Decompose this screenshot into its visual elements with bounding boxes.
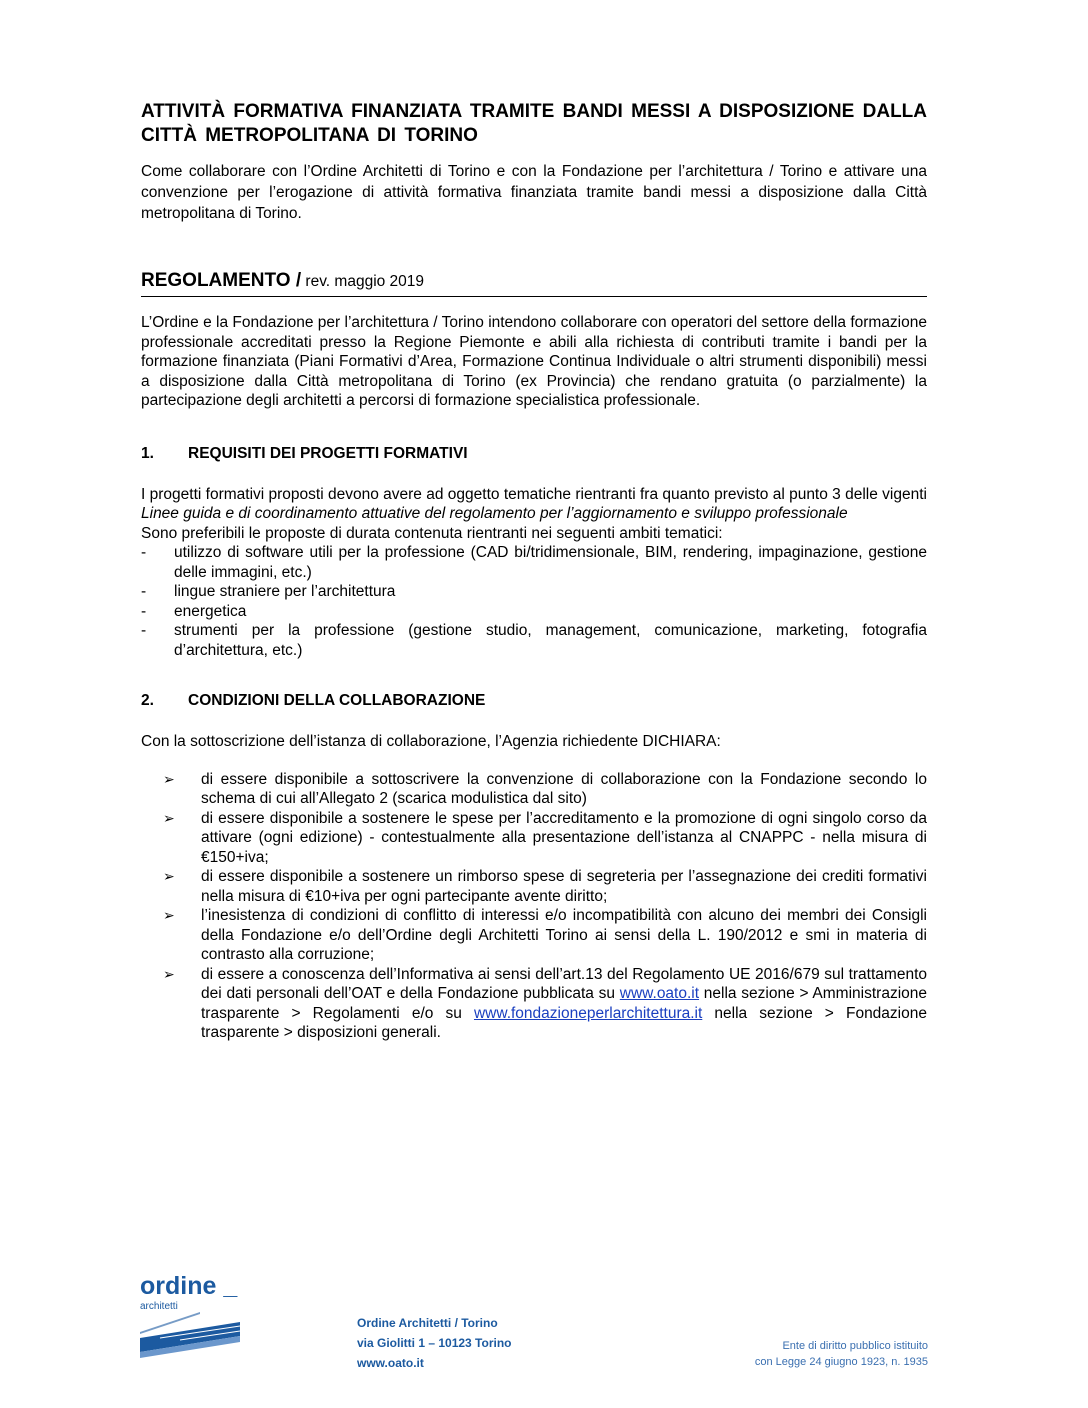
document-title: ATTIVITÀ FORMATIVA FINANZIATA TRAMITE BANDI MESSI A DISPOSIZIONE DALLA CITTÀ METROPOLITANA DI TORINO (141, 101, 927, 146)
regolamento-heading (141, 270, 927, 297)
list-item: - strumenti per la professione (gestione studio, management, comunicazione, marketing, fotografia d’architettura, etc.) (141, 622, 927, 659)
list-item: ➢ l’inesistenza di condizioni di conflitto di interessi e/o incompatibilità con alcuno dei membri dei Consigli della Fondazione e/o dell’Ordine degli Architetti Torino ai sensi della L. 190/2012 e smi in materia di contrasto alla corruzione; (163, 907, 927, 963)
list-item: ➢ di essere disponibile a sottoscrivere la convenzione di collaborazione con la Fondazione secondo lo schema di cui all’Allegato 2 (scarica modulistica dal sito) (163, 770, 927, 807)
dash-bullet: - (141, 602, 147, 620)
section-1-list (141, 543, 927, 660)
address-line-3: www.oato.it (357, 1356, 424, 1370)
logo-mark-icon (140, 1312, 240, 1360)
arrow-bullet-icon: ➢ (163, 965, 175, 982)
dash-bullet: - (141, 544, 147, 561)
regolamento-label: REGOLAMENTO / (141, 270, 302, 291)
section-2-number: 2. (141, 692, 154, 709)
section-1-p1-text: I progetti formativi proposti devono avere ad oggetto tematiche rientranti fra quanto previsto al punto 3 delle vigenti (141, 485, 927, 503)
intro-paragraph: Come collaborare con l’Ordine Architetti di Torino e con la Fondazione per l’architettura / Torino e attivare una convenzione per l’erogazione di attività formativa finanziata tramite bandi messi a disposizione dalla Città metropolitana di Torino. (141, 163, 927, 222)
regolamento-body: L’Ordine e la Fondazione per l’architettura / Torino intendono collaborare con operatori del settore della formazione professionale accreditati presso la Regione Piemonte e abili alla richiesta di contributi tramite i bandi per la formazione finanziata (Piani Formativi d’Area, Formazione Continua Individuale o altri strumenti disponibili) messi a disposizione dalla Città metropolitana di Torino (ex Provincia) che rendano gratuita (o parzialmente) la partecipazione degli architetti a percorsi di formazione specialistica professionale. (141, 314, 927, 409)
list-item: - lingue straniere per l’architettura (141, 583, 396, 600)
section-1-title (141, 445, 927, 463)
section-2-heading: CONDIZIONI DELLA COLLABORAZIONE (188, 692, 486, 709)
section-2-title (141, 692, 927, 710)
section-1-heading: REQUISITI DEI PROGETTI FORMATIVI (188, 444, 468, 462)
list-item: ➢ di essere disponibile a sostenere le spese per l’accreditamento e la promozione di ogni singolo corso da attivare (ogni edizione) - contestualmente alla presentazione dell’istanza al CNAPPC - nella misura di €150+iva; (163, 809, 927, 866)
list-item: - energetica (141, 602, 247, 620)
section-1-number: 1. (141, 444, 154, 462)
section-1-paragraph-1 (141, 485, 927, 524)
footer-address (357, 1313, 512, 1373)
dash-bullet: - (141, 583, 147, 600)
legal-line-2: con Legge 24 giugno 1923, n. 1935 (754, 1356, 928, 1368)
section-1-paragraph-2: Sono preferibili le proposte di durata contenuta rientranti nei seguenti ambiti tematici: (141, 524, 723, 542)
document-content (141, 100, 927, 1043)
list-item: - utilizzo di software utili per la professione (CAD bi/tridimensionale, BIM, rendering, impaginazione, gestione delle immagini, etc.) (141, 544, 927, 581)
oato-link[interactable]: www.oato.it (619, 985, 700, 1002)
dash-bullet: - (141, 622, 147, 639)
logo-dash: _ (223, 1272, 238, 1300)
address-line-1: Ordine Architetti / Torino (357, 1316, 498, 1330)
arrow-bullet-icon: ➢ (163, 907, 175, 923)
arrow-bullet-icon: ➢ (163, 770, 175, 787)
section-2-list (141, 770, 927, 1043)
list-item: ➢ di essere a conoscenza dell’Informativa ai sensi dell’art.13 del Regolamento UE 2016/679 sul trattamento dei dati personali dell’OAT e della Fondazione pubblicata su www.oato.it nella sezione > Amministrazione trasparente > Regolamenti e/o su www.fondazioneperlarchitettura.it nella sezione > Fondazione trasparente > disposizioni generali. (163, 965, 927, 1041)
section-2-intro: Con la sottoscrizione dell’istanza di collaborazione, l’Agenzia richiedente DICHIARA: (141, 733, 721, 750)
ordine-architetti-logo (140, 1272, 250, 1365)
arrow-bullet-icon: ➢ (163, 868, 175, 884)
logo-subtitle: architetti (140, 1301, 178, 1312)
list-item: ➢ di essere disponibile a sostenere un rimborso spese di segreteria per l’assegnazione dei crediti formativi nella misura di €10+iva per ogni partecipante avente diritto; (163, 868, 927, 905)
fondazione-link[interactable]: www.fondazioneperlarchitettura.it (473, 1004, 703, 1022)
arrow-bullet-icon: ➢ (163, 809, 175, 826)
footer-legal-note (755, 1338, 928, 1370)
section-1-p1-italic: Linee guida e di coordinamento attuative del regolamento per l’aggiornamento e sviluppo professionale (141, 505, 848, 522)
legal-line-1: Ente di diritto pubblico istituito (782, 1340, 928, 1352)
address-line-2: via Giolitti 1 – 10123 Torino (357, 1336, 512, 1350)
logo-word: ordine (140, 1272, 217, 1300)
regolamento-revision: rev. maggio 2019 (305, 273, 425, 290)
